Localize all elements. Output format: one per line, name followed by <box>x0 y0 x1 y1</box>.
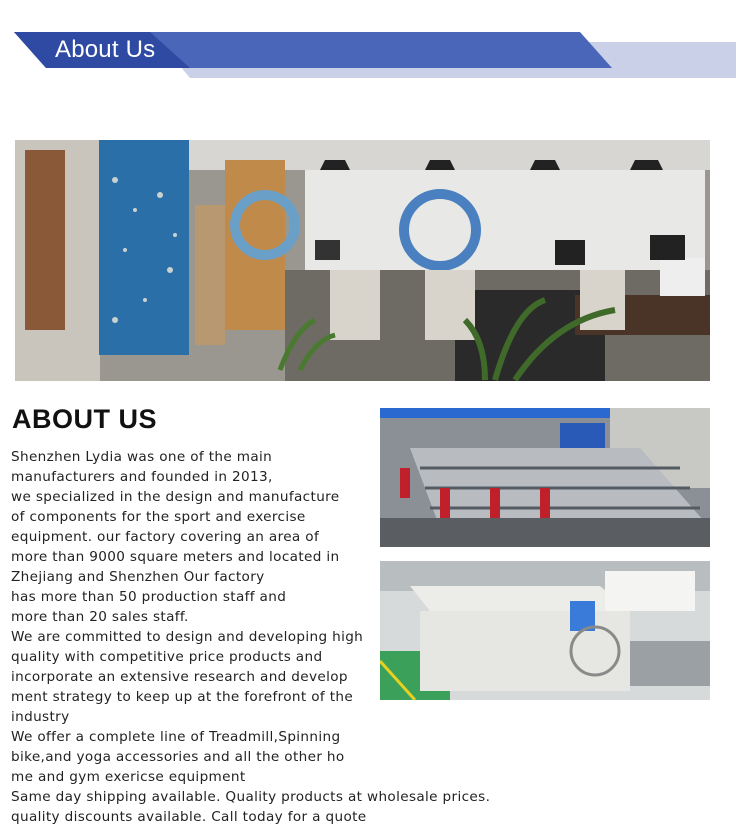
body-line: me and gym exericse equipment <box>11 769 246 785</box>
body-line: industry <box>11 709 70 725</box>
body-line: We offer a complete line of Treadmill,Spinning <box>11 729 341 745</box>
body-line: of components for the sport and exercise <box>11 509 306 525</box>
body-line: Same day shipping available. Quality products at wholesale prices. <box>11 789 491 805</box>
body-line: more than 9000 square meters and located in <box>11 549 340 565</box>
body-line: We are committed to design and developing high <box>11 629 364 645</box>
body-line: quality with competitive price products and <box>11 649 323 665</box>
office-photo <box>15 140 710 381</box>
banner-title: About Us <box>55 36 156 63</box>
body-line: has more than 50 production staff and <box>11 589 287 605</box>
body-line: Zhejiang and Shenzhen Our factory <box>11 569 265 585</box>
reflow-machine-photo <box>380 561 710 700</box>
body-line: more than 20 sales staff. <box>11 609 189 625</box>
body-line: equipment. our factory covering an area of <box>11 529 320 545</box>
about-body-text <box>11 447 491 827</box>
body-line: we specialized in the design and manufacture <box>11 489 340 505</box>
body-line: manufacturers and founded in 2013, <box>11 469 273 485</box>
production-line-photo <box>380 408 710 547</box>
body-line: Shenzhen Lydia was one of the main <box>11 449 273 465</box>
body-line: ment strategy to keep up at the forefront of the <box>11 689 354 705</box>
section-heading: ABOUT US <box>12 404 157 434</box>
body-line: incorporate an extensive research and develop <box>11 669 348 685</box>
body-line: quality discounts available. Call today for a quote <box>11 809 367 825</box>
body-line: bike,and yoga accessories and all the other ho <box>11 749 345 765</box>
